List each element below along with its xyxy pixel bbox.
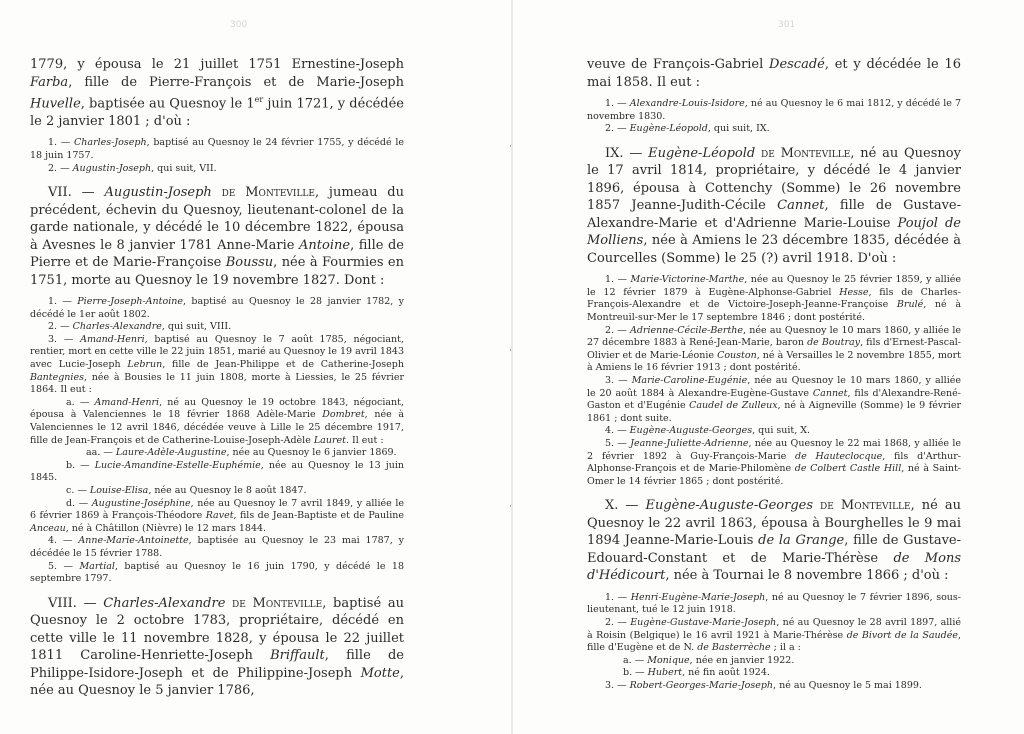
list-item: 3. — Marie-Caroline-Eugénie, née au Quesnoy le 10 mars 1860, y alliée le 20 août 1884 à Alexandre-Eugène-Gustave Cannet, fils d'Alexandre-René-Gaston et d'Eugénie Caudel de Zulleux, né à Aigneville (Somme) le 9 février 1861 ; dont suite. [587, 375, 962, 424]
list-item: 2. — Eugène-Léopold, qui suit, IX. [605, 123, 770, 135]
list-item: 1. — Charles-Joseph, baptisé au Quesnoy le 24 février 1755, y décédé le 18 juin 1757. [30, 137, 404, 161]
children-list [30, 296, 404, 586]
paragraph: IX. — Eugène-Léopold de Monteville, né au Quesnoy le 17 avril 1814, propriétaire, y décédé le 4 janvier 1896, épousa à Cottenchy (Somme) le 26 novembre 1857 Jeanne-Judith-Cécile Cannet, fille de Gustave-Alexandre-Marie et d'Adrienne Marie-Louise Poujol de Molliens, née à Amiens le 23 décembre 1835, décédée à Courcelles (Somme) le 25 (?) avril 1918. D'où : [587, 145, 961, 266]
gutter-mark: · [509, 142, 512, 152]
children-list [30, 137, 404, 175]
children-list [587, 98, 961, 136]
list-item: 2. — Adrienne-Cécile-Berthe, née au Quesnoy le 10 mars 1860, y alliée le 27 décembre 1883 à René-Jean-Marie, baron de Boutray, fils d'Ernest-Pascal-Olivier et de Marie-Léonie Couston, né à Versailles le 2 novembre 1855, mort à Amiens le 16 février 1913 ; dont postérité. [587, 324, 962, 374]
page-number: 301 [778, 20, 796, 30]
list-item: 1. — Pierre-Joseph-Antoine, baptisé au Quesnoy le 28 janvier 1782, y décédé le 1er août 1802. [30, 296, 405, 320]
list-item: aa. — Laure-Adèle-Augustine, née au Quesnoy le 6 janvier 1869. [86, 447, 397, 459]
paragraph: veuve de François-Gabriel Descadé, et y décédée le 16 mai 1858. Il eut : [587, 57, 961, 90]
list-item: 3. — Robert-Georges-Marie-Joseph, né au Quesnoy le 5 mai 1899. [605, 680, 922, 692]
list-item: a. — Amand-Henri, né au Quesnoy le 19 octobre 1843, négociant, épousa à Valenciennes le 18 février 1868 Adèle-Marie Dombret, née à Valenciennes le 12 avril 1846, décédée veuve à Lille le 25 décembre 1917, fille de Jean-François et de Catherine-Louise-Joseph-Adèle Lauret. Il eut : [30, 396, 405, 446]
children-list [587, 274, 961, 488]
list-item: 5. — Martial, baptisé au Quesnoy le 16 juin 1790, y décédé le 18 septembre 1797. [30, 560, 404, 585]
list-item: 1. — Henri-Eugène-Marie-Joseph, né au Quesnoy le 7 février 1896, sous-lieutenant, tué le 12 juin 1918. [587, 591, 961, 616]
list-item: b. — Hubert, né fin août 1924. [623, 667, 770, 679]
list-item: a. — Monique, née en janvier 1922. [623, 654, 795, 666]
paragraph: X. — Eugène-Auguste-Georges de Monteville, né au Quesnoy le 22 avril 1863, épousa à Bourghelles le 9 mai 1894 Jeanne-Marie-Louis de la Grange, fille de Gustave-Edouard-Constant et de Marie-Thérèse de Mons d'Hédicourt, née à Tournai le 8 novembre 1866 ; d'où : [587, 498, 961, 584]
paragraph: 1779, y épousa le 21 juillet 1751 Ernestine-Joseph Farba, fille de Pierre-François et de Marie-Joseph Huvelle, baptisée au Quesnoy le 1er juin 1721, y décédée le 2 janvier 1801 ; d'où : [30, 57, 404, 129]
list-item: 4. — Anne-Marie-Antoinette, baptisée au Quesnoy le 23 mai 1787, y décédée le 15 février 1788. [30, 535, 404, 559]
list-item: 1. — Marie-Victorine-Marthe, née au Quesnoy le 25 février 1859, y alliée le 12 février 1879 à Eugène-Alphonse-Gabriel Hesse, fils de Charles-François-Alexandre et de Victoire-Joseph-Jeanne-Françoise Brulé, né à Montreuil-sur-Mer le 17 septembre 1846 ; dont postérité. [587, 274, 962, 324]
list-item: 2. — Augustin-Joseph, qui suit, VII. [48, 162, 217, 174]
list-item: 2. — Eugène-Gustave-Marie-Joseph, né au Quesnoy le 28 avril 1897, allié à Roisin (Belgique) le 16 avril 1921 à Marie-Thérèse de Bivort de la Saudée, fille d'Eugène et de N. de Basterrèche ; il a : [587, 617, 962, 654]
list-item: 2. — Charles-Alexandre, qui suit, VIII. [48, 321, 232, 333]
paragraph: VIII. — Charles-Alexandre de Monteville, baptisé au Quesnoy le 2 octobre 1783, propriétaire, décédé en cette ville le 11 novembre 1828, y épousa le 22 juillet 1811 Caroline-Henriette-Joseph Briffault, fille de Philippe-Isidore-Joseph et de Philippine-Joseph Motte, née au Quesnoy le 5 janvier 1786, [30, 595, 404, 699]
gutter-mark: · [509, 346, 512, 356]
left-page [0, 0, 511, 734]
list-item: 1. — Alexandre-Louis-Isidore, né au Quesnoy le 6 mai 1812, y décédé le 7 novembre 1830. [587, 98, 962, 122]
page-number: 300 [230, 20, 248, 30]
children-list [587, 592, 961, 693]
list-item: 4. — Eugène-Auguste-Georges, qui suit, X. [605, 425, 811, 437]
paragraph: VII. — Augustin-Joseph de Monteville, jumeau du précédent, échevin du Quesnoy, lieutenant-colonel de la garde nationale, y décédé le 10 décembre 1822, épousa à Avesnes le 8 janvier 1781 Anne-Marie Antoine, fille de Pierre et de Marie-Françoise Boussu, née à Fourmies en 1751, morte au Quesnoy le 19 novembre 1827. Dont : [30, 185, 405, 288]
list-item: c. — Louise-Elisa, née au Quesnoy le 8 août 1847. [66, 485, 307, 497]
list-item: d. — Augustine-Joséphine, née au Quesnoy le 7 avril 1849, y alliée le 6 février 1869 à François-Théodore Ravet, fils de Jean-Baptiste et de Pauline Anceau, né à Châtillon (Nièvre) le 12 mars 1844. [30, 497, 404, 534]
list-item: 5. — Jeanne-Juliette-Adrienne, née au Quesnoy le 22 mai 1868, y alliée le 2 février 1892 à Guy-François-Marie de Hauteclocque, fils d'Arthur-Alphonse-François et de Marie-Philomène de Colbert Castle Hill, né à Saint-Omer le 14 février 1865 ; dont postérité. [587, 438, 962, 487]
right-text-column [587, 56, 961, 702]
left-text-column [30, 56, 404, 707]
right-page [513, 0, 1024, 734]
gutter-mark: · [509, 502, 512, 512]
list-item: 3. — Amand-Henri, baptisé au Quesnoy le 7 août 1785, négociant, rentier, mort en cette ville le 22 juin 1851, marié au Quesnoy le 19 avril 1843 avec Lucie-Joseph Lebrun, fille de Jean-Philippe et de Catherine-Joseph Bantegnies, née à Bousies le 11 juin 1808, morte à Liessies, le 25 février 1864. Il eut : [30, 333, 404, 396]
list-item: b. — Lucie-Amandine-Estelle-Euphémie, née au Quesnoy le 13 juin 1845. [30, 459, 404, 484]
